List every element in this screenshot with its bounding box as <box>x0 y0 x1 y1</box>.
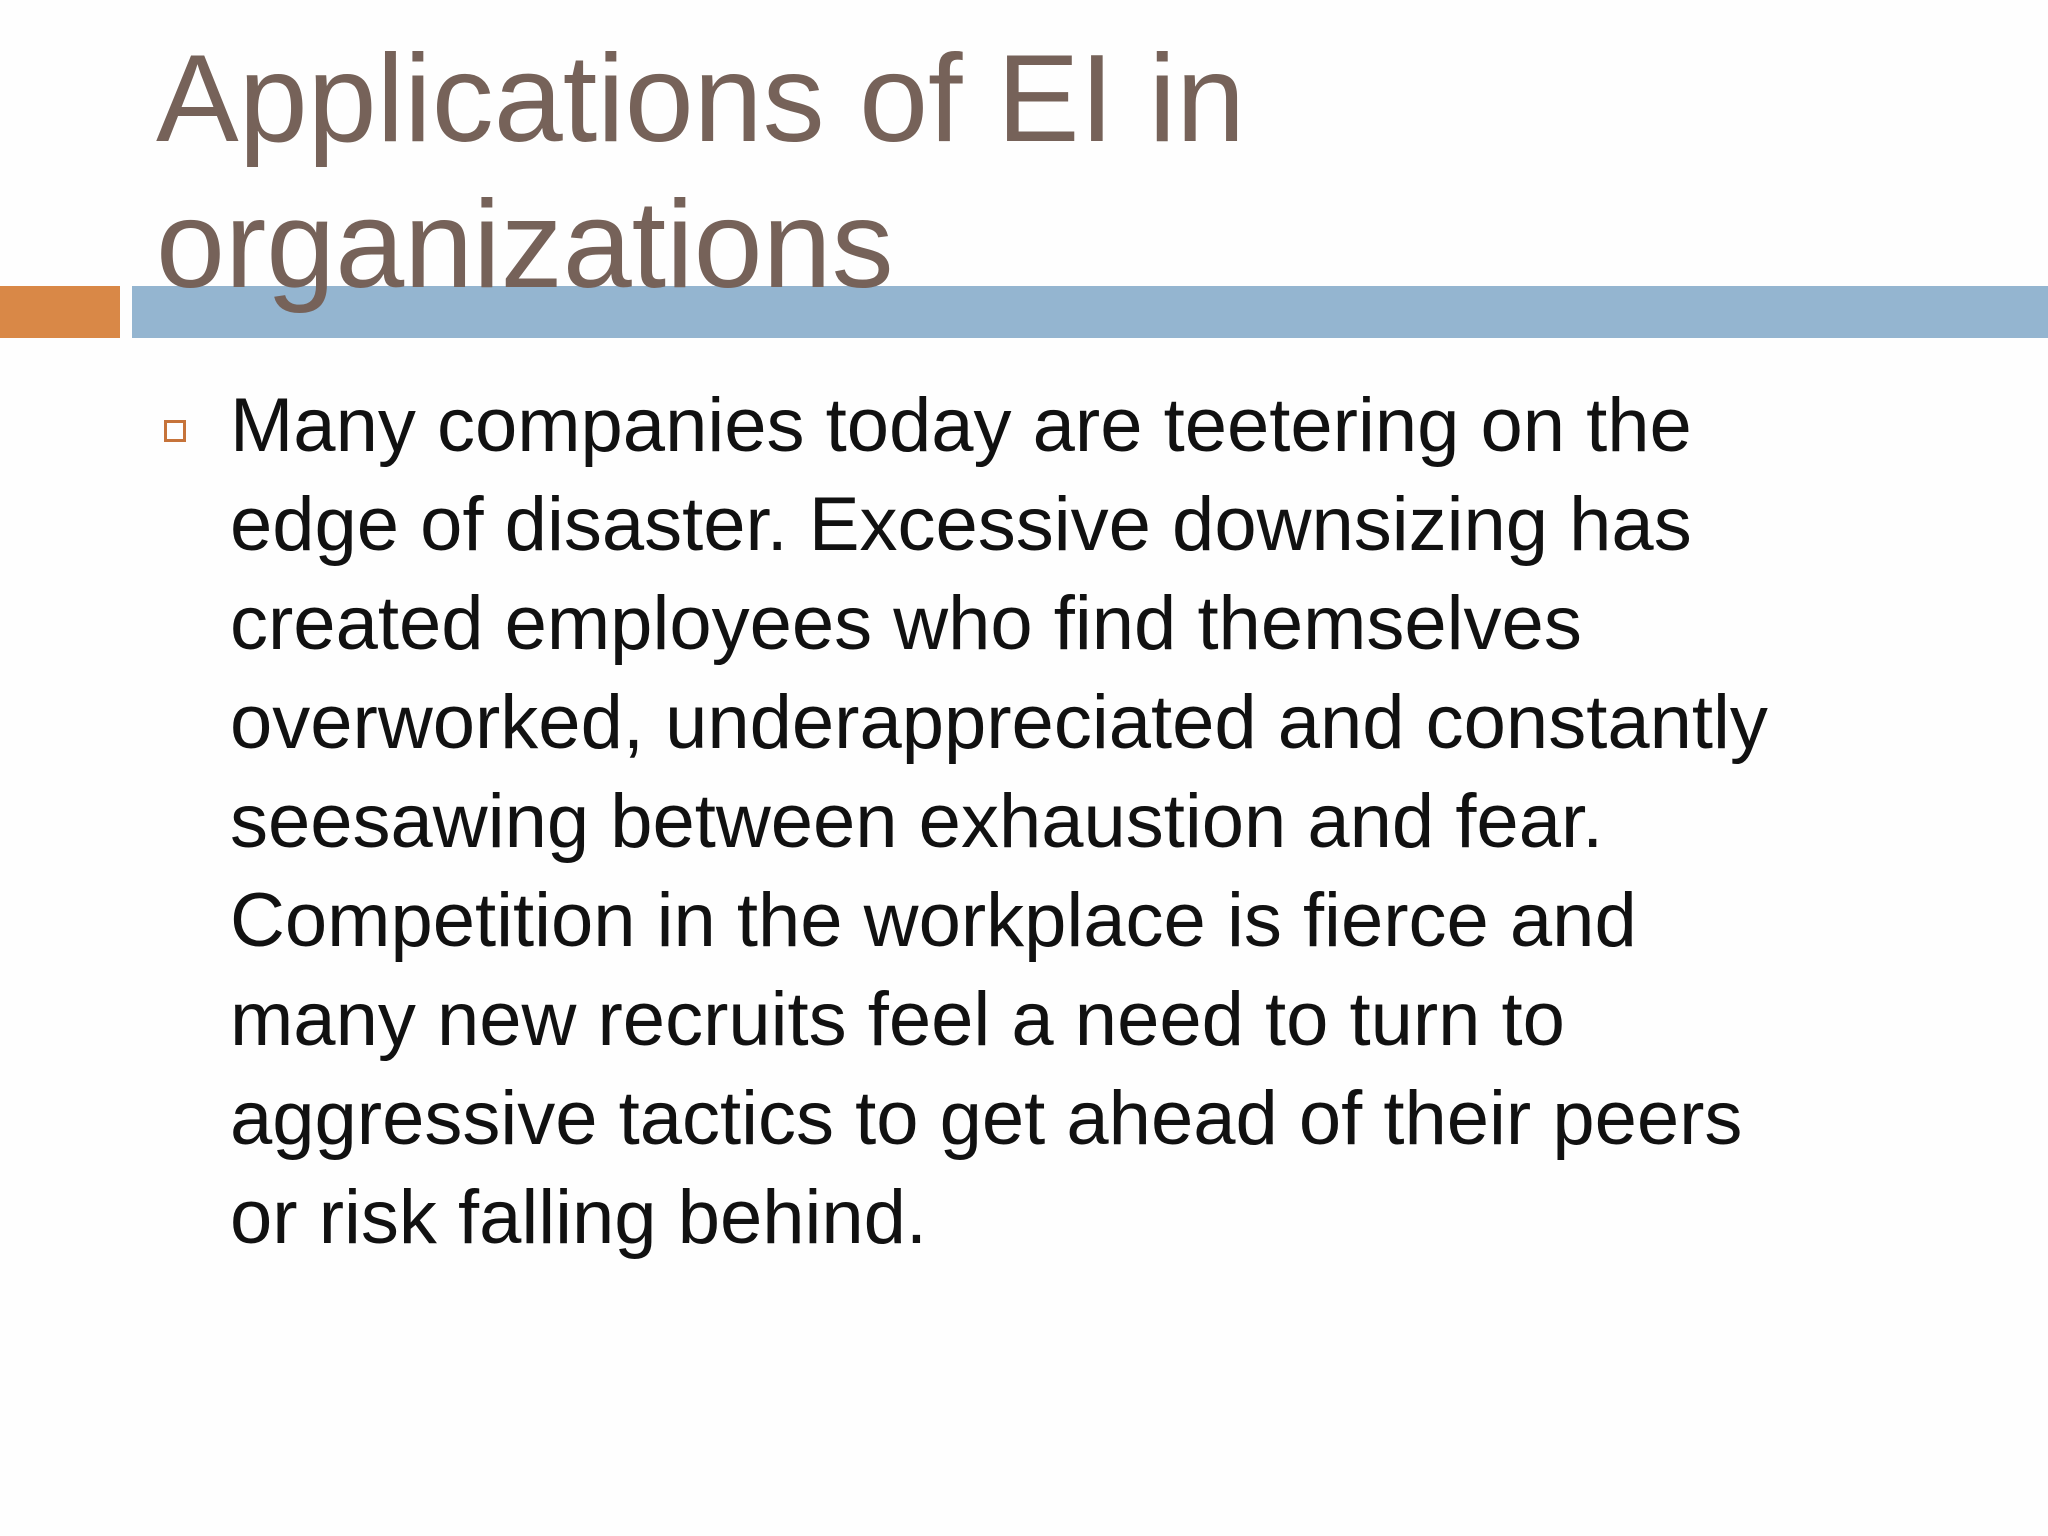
bullet-text-line: Competition in the workplace is fierce and <box>230 878 1637 963</box>
slide-body <box>160 376 1920 1267</box>
bullet-text <box>230 376 1920 1267</box>
bullet-text-line: aggressive tactics to get ahead of their peers <box>230 1076 1743 1161</box>
bullet-text-line: overworked, underappreciated and constantly <box>230 680 1768 765</box>
bullet-text-line: edge of disaster. Excessive downsizing has <box>230 482 1692 567</box>
bullet-text-line: created employees who find themselves <box>230 581 1582 666</box>
bullet-text-line: Many companies today are teetering on the <box>230 383 1692 468</box>
slide-title-line: Applications of EI in <box>156 30 1246 168</box>
bullet-text-line: many new recruits feel a need to turn to <box>230 977 1565 1062</box>
bullet-text-line: seesawing between exhaustion and fear. <box>230 779 1604 864</box>
slide-title-line: organizations <box>156 176 894 314</box>
hollow-square-bullet-icon <box>164 420 186 442</box>
title-accent-orange-bar <box>0 286 120 338</box>
bullet-text-line: or risk falling behind. <box>230 1175 928 1260</box>
bullet-item <box>160 376 1920 1267</box>
slide-title <box>156 26 1856 318</box>
